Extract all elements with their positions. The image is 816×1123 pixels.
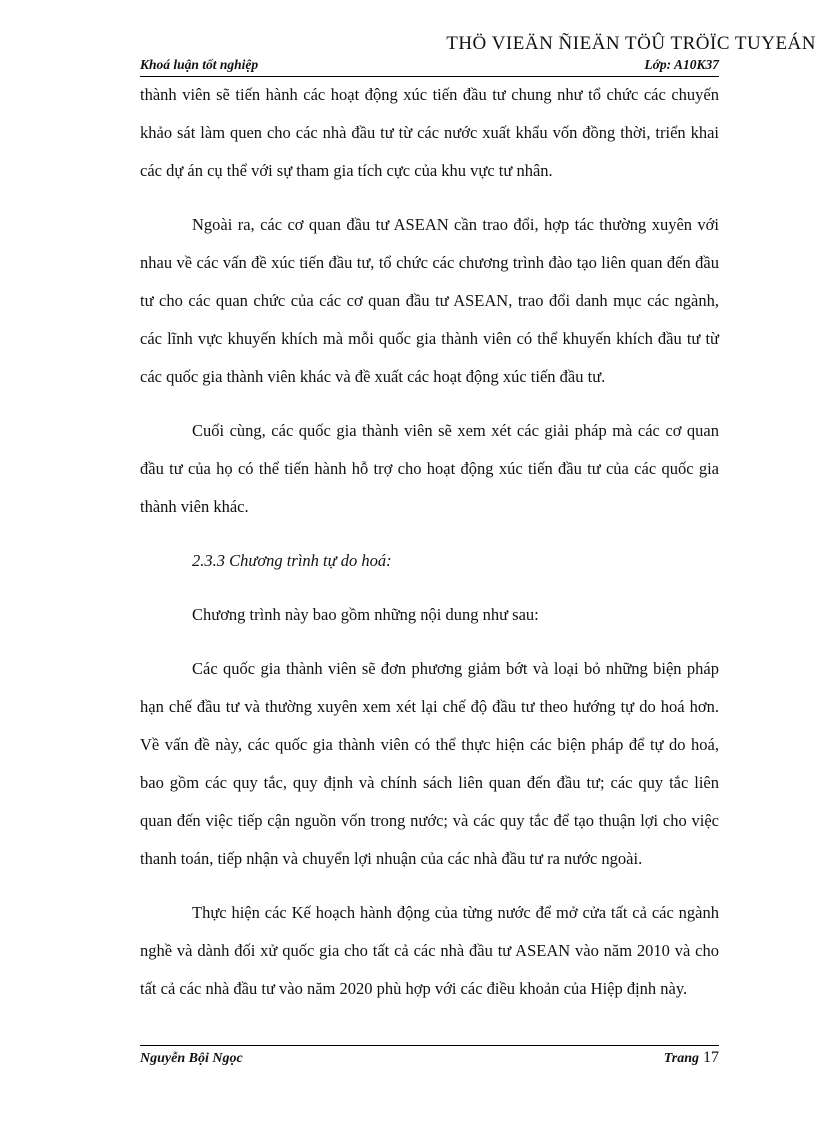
library-watermark: THÖ VIEÄN ÑIEÄN TÖÛ TRÖÏC TUYEÁN bbox=[446, 33, 816, 54]
paragraph: Các quốc gia thành viên sẽ đơn phương giảm bớt và loại bỏ những biện pháp hạn chế đầu tư và thường xuyên xem xét lại chế độ đầu tư theo hướng tự do hoá hơn. Về vấn đề này, các quốc gia thành viên có thể thực hiện các biện pháp để tự do hoá, bao gồm các quy tắc, quy định và chính sách liên quan đến đầu tư; các quy tắc liên quan đến việc tiếp cận nguồn vốn trong nước; và các quy tắc để tạo thuận lợi cho việc thanh toán, tiếp nhận và chuyển lợi nhuận của các nhà đầu tư ra nước ngoài. bbox=[140, 659, 719, 868]
header-class-code: Lớp: A10K37 bbox=[644, 57, 719, 72]
page-number bbox=[664, 1049, 719, 1067]
paragraph: Chương trình này bao gồm những nội dung như sau: bbox=[192, 605, 539, 624]
paragraph: Ngoài ra, các cơ quan đầu tư ASEAN cần trao đổi, hợp tác thường xuyên với nhau về các vấn đề xúc tiến đầu tư, tổ chức các chương trình đào tạo liên quan đến đầu tư cho các quan chức của các cơ quan đầu tư ASEAN, trao đổi danh mục các ngành, các lĩnh vực khuyến khích mà mỗi quốc gia thành viên có thể khuyến khích đầu tư từ các quốc gia thành viên khác và đề xuất các hoạt động xúc tiến đầu tư. bbox=[140, 215, 719, 386]
paragraph: Cuối cùng, các quốc gia thành viên sẽ xem xét các giải pháp mà các cơ quan đầu tư của họ có thể tiến hành hỗ trợ cho hoạt động xúc tiến đầu tư của các quốc gia thành viên khác. bbox=[140, 421, 719, 516]
page-footer bbox=[140, 1049, 719, 1067]
header-thesis-title: Khoá luận tốt nghiệp bbox=[140, 57, 259, 72]
paragraph: thành viên sẽ tiến hành các hoạt động xúc tiến đầu tư chung như tổ chức các chuyến khảo sát làm quen cho các nhà đầu tư từ các nước xuất khẩu vốn đồng thời, triển khai các dự án cụ thể với sự tham gia tích cực của khu vực tư nhân. bbox=[140, 85, 719, 180]
footer-divider bbox=[140, 1045, 719, 1046]
page-label: Trang bbox=[663, 1051, 699, 1066]
section-heading: 2.3.3 Chương trình tự do hoá: bbox=[192, 551, 392, 570]
document-body bbox=[140, 76, 719, 1024]
footer-author: Nguyễn Bội Ngọc bbox=[140, 1051, 243, 1066]
paragraph: Thực hiện các Kế hoạch hành động của từng nước để mở cửa tất cả các ngành nghề và dành đối xử quốc gia cho tất cả các nhà đầu tư ASEAN vào năm 2010 và cho tất cả các nhà đầu tư vào năm 2020 phù hợp với các điều khoản của Hiệp định này. bbox=[140, 903, 719, 998]
page-number-value: 17 bbox=[703, 1049, 719, 1066]
page-header bbox=[140, 57, 719, 77]
